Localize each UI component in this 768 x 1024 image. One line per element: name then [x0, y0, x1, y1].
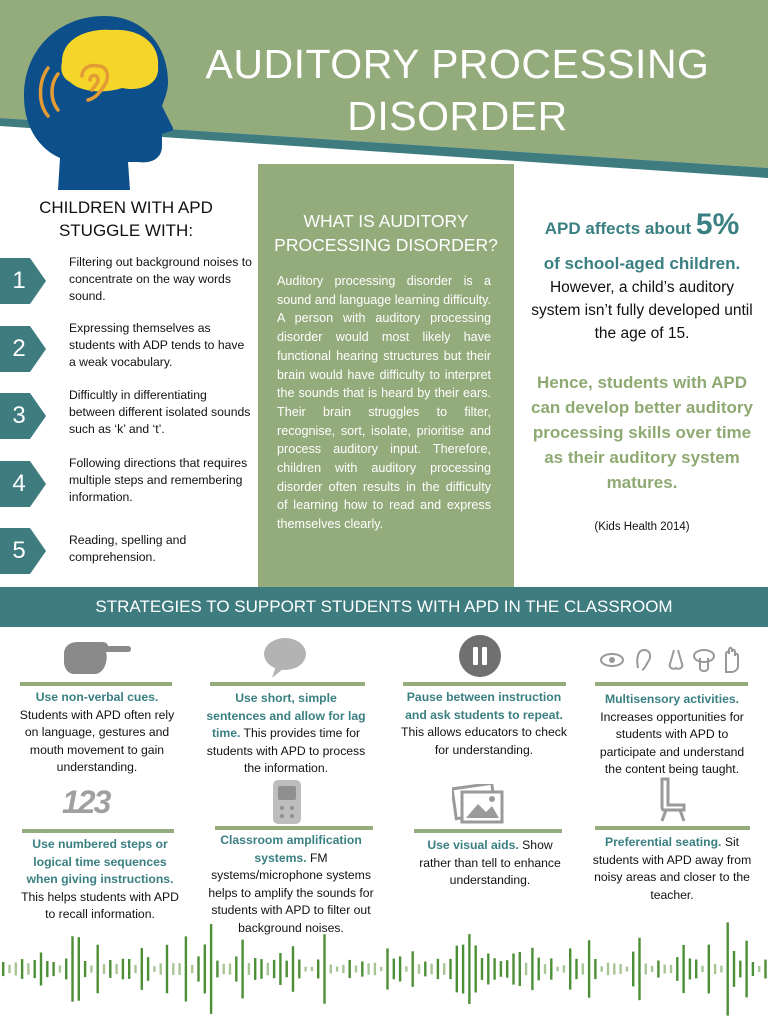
pictures-icon — [452, 784, 506, 824]
wave-bar — [727, 922, 729, 1015]
statistic-body: However, a child’s auditory system isn’t fully developed until the age of 15. — [531, 279, 753, 342]
wave-bar — [52, 962, 54, 976]
wave-bar — [267, 963, 269, 975]
senses-icon — [598, 646, 748, 674]
struggles-heading: CHILDREN WITH APD STUGGLE WITH: — [39, 198, 213, 240]
strategy-numbered-steps: Use numbered steps or logical time sequences when giving instructions. This helps students with APD to recall information. — [21, 837, 179, 921]
wave-bar — [90, 966, 92, 973]
wave-bar — [481, 958, 483, 980]
wave-bar — [84, 961, 86, 977]
speech-bubble-icon — [262, 636, 308, 678]
wave-bar — [197, 956, 199, 981]
strategies-heading: STRATEGIES TO SUPPORT STUDENTS WITH APD IN THE CLASSROOM — [95, 597, 673, 616]
wave-bar — [134, 965, 136, 973]
wave-bar — [506, 960, 508, 978]
strategy-preferential-seating: Preferential seating. Sit students with APD away from noisy areas and closer to the teacher. — [592, 835, 752, 902]
numbers-icon: 123 — [62, 784, 110, 820]
strategy-divider — [210, 682, 365, 686]
wave-bar — [493, 958, 495, 980]
strategy-divider — [414, 829, 562, 833]
strategy-pause-and-repeat: Pause between instruction and ask students to repeat. This allows educators to check for understanding. — [401, 690, 567, 757]
wave-bar — [330, 965, 332, 974]
wave-bar — [437, 959, 439, 979]
wave-bar — [311, 967, 313, 971]
struggle-item-5: Reading, spelling and comprehension. — [69, 533, 187, 564]
wave-bar — [752, 962, 754, 976]
wave-bar — [241, 940, 243, 999]
wave-bar — [632, 952, 634, 987]
wave-bar — [689, 959, 691, 980]
wave-bar — [607, 963, 609, 976]
wave-bar — [550, 958, 552, 979]
wave-bar — [569, 948, 571, 989]
sound-wave-decoration — [0, 895, 768, 1024]
wave-bar — [273, 960, 275, 978]
page-title: AUDITORY PROCESSING DISORDER — [205, 41, 710, 139]
wave-bar — [393, 959, 395, 980]
wave-bar — [78, 937, 80, 1001]
wave-bar — [235, 957, 237, 982]
strategy-divider — [595, 682, 748, 686]
wave-bar — [430, 964, 432, 975]
wave-bar — [638, 938, 640, 1000]
wave-bar — [128, 959, 130, 979]
wave-bar — [456, 946, 458, 993]
wave-bar — [298, 960, 300, 979]
wave-bar — [720, 966, 722, 973]
fm-device-icon — [272, 779, 302, 825]
wave-bar — [141, 948, 143, 990]
wave-bar — [15, 962, 17, 975]
strategy-non-verbal-cues: Use non-verbal cues. Students with APD often rely on language, gestures and mouth movement to gain understanding. — [19, 690, 175, 774]
wave-bar — [386, 948, 388, 989]
wave-bar — [525, 963, 527, 975]
wave-bar — [424, 962, 426, 977]
wave-bar — [286, 961, 288, 978]
wave-bar — [2, 962, 4, 976]
wave-bar — [500, 961, 502, 977]
development-note: Hence, students with APD can develop better auditory processing skills over time as their auditory system matures. — [531, 373, 753, 492]
wave-bar — [418, 964, 420, 974]
wave-bar — [279, 953, 281, 985]
wave-bar — [204, 945, 206, 994]
wave-bar — [122, 959, 124, 980]
wave-bar — [739, 961, 741, 978]
wave-bar — [59, 965, 61, 972]
wave-bar — [405, 966, 407, 971]
wave-bar — [147, 957, 149, 981]
wave-bar — [292, 946, 294, 992]
wave-bar — [97, 945, 99, 994]
strategy-amplification: Classroom amplification systems. FM systems/microphone systems helps to amplify the sounds for students with APD to filter out background noises. — [208, 833, 374, 935]
wave-bar — [475, 945, 477, 992]
wave-bar — [462, 945, 464, 994]
strategy-divider — [595, 826, 750, 830]
wave-bar — [538, 958, 540, 981]
struggle-number-3: 3 — [0, 393, 46, 439]
wave-bar — [361, 961, 363, 976]
child-head-brain-ear-icon — [18, 8, 173, 190]
strategy-divider — [215, 826, 373, 830]
struggle-item-1: Filtering out background noises to concentrate on the way words sound. — [69, 255, 252, 303]
strategy-short-sentences: Use short, simple sentences and allow for lag time. This provides time for students with APD to process the information. — [206, 691, 366, 775]
pause-icon — [458, 634, 502, 678]
strategy-divider — [20, 682, 172, 686]
wave-bar — [556, 967, 558, 972]
wave-bar — [323, 934, 325, 1004]
wave-bar — [651, 966, 653, 972]
wave-bar — [115, 964, 117, 974]
wave-bar — [336, 966, 338, 971]
wave-bar — [512, 954, 514, 985]
wave-bar — [260, 959, 262, 979]
wave-bar — [701, 966, 703, 972]
chair-icon — [654, 777, 688, 823]
wave-bar — [153, 966, 155, 972]
struggle-number-1: 1 — [0, 258, 46, 304]
wave-bar — [443, 963, 445, 975]
wave-bar — [178, 963, 180, 975]
wave-bar — [109, 960, 111, 978]
struggle-number-2: 2 — [0, 326, 46, 372]
wave-bar — [682, 945, 684, 993]
wave-bar — [563, 965, 565, 972]
statistic-headline: APD affects about 5% — [544, 208, 740, 241]
wave-bar — [103, 964, 105, 974]
wave-bar — [619, 964, 621, 974]
wave-bar — [676, 957, 678, 981]
wave-bar — [531, 948, 533, 990]
wave-bar — [367, 963, 369, 974]
wave-bar — [317, 960, 319, 979]
wave-bar — [670, 965, 672, 973]
wave-bar — [449, 959, 451, 979]
strategy-multisensory: Multisensory activities. Increases opportunities for students with APD to participate and understand the content being taught. — [599, 692, 745, 776]
wave-bar — [519, 952, 521, 986]
wave-bar — [216, 961, 218, 978]
wave-bar — [355, 966, 357, 973]
wave-bar — [487, 954, 489, 985]
wave-bar — [374, 963, 376, 976]
wave-bar — [626, 967, 628, 972]
wave-bar — [733, 951, 735, 987]
strategy-divider — [403, 682, 566, 686]
wave-bar — [254, 958, 256, 980]
definition-heading: WHAT IS AUDITORY PROCESSING DISORDER? — [274, 211, 498, 255]
wave-bar — [172, 963, 174, 975]
wave-bar — [40, 953, 42, 986]
wave-bar — [664, 965, 666, 974]
wave-bar — [594, 959, 596, 979]
wave-bar — [544, 964, 546, 974]
wave-bar — [166, 945, 168, 994]
wave-bar — [71, 936, 73, 1002]
wave-bar — [708, 945, 710, 994]
wave-bar — [185, 936, 187, 1001]
statistic-subline: of school-aged children. — [543, 254, 741, 273]
wave-bar — [342, 965, 344, 973]
wave-bar — [160, 963, 162, 974]
wave-bar — [745, 941, 747, 998]
wave-bar — [468, 934, 470, 1004]
statistic-percent: 5% — [695, 208, 740, 241]
wave-bar — [21, 959, 23, 979]
struggle-item-4: Following directions that requires multiple steps and remembering information. — [69, 456, 248, 504]
wave-bar — [764, 960, 766, 979]
wave-bar — [412, 951, 414, 987]
wave-bar — [191, 965, 193, 973]
wave-bar — [210, 924, 212, 1014]
struggle-number-4: 4 — [0, 461, 46, 507]
wave-bar — [248, 963, 250, 975]
wave-bar — [601, 966, 603, 972]
wave-bar — [582, 963, 584, 974]
wave-bar — [714, 964, 716, 974]
wave-bar — [34, 960, 36, 978]
wave-bar — [223, 964, 225, 974]
definition-body: Auditory processing disorder is a sound and language learning difficulty. A person with auditory processing disorder would most likely have functional hearing structures but their brain would have difficulty to interpret the sounds that is heard by their ears. Their brain struggles to filter, recognise, sort, isolate, prioritise and process auditory input. Therefore, children with auditory processing disorder often results in the difficulty of learning how to read and express themselves clearly. — [277, 274, 491, 532]
wave-bar — [657, 961, 659, 978]
wave-bar — [575, 959, 577, 979]
wave-bar — [349, 960, 351, 978]
wave-bar — [588, 940, 590, 998]
wave-bar — [8, 965, 10, 973]
wave-bar — [399, 956, 401, 981]
wave-bar — [46, 961, 48, 977]
wave-bar — [758, 966, 760, 972]
wave-bar — [645, 964, 647, 975]
wave-bar — [695, 960, 697, 979]
strategy-visual-aids: Use visual aids. Show rather than tell to enhance understanding. — [419, 838, 561, 887]
wave-bar — [27, 963, 29, 974]
struggle-item-3: Difficultly in differentiating between different isolated sounds such as ‘k’ and ‘t’. — [69, 388, 251, 436]
wave-bar — [304, 967, 306, 972]
strategy-divider — [22, 829, 174, 833]
pointing-hand-icon — [62, 638, 132, 678]
wave-bar — [229, 964, 231, 975]
wave-bar — [380, 967, 382, 971]
wave-bar — [613, 963, 615, 974]
struggle-item-2: Expressing themselves as students with ADP tends to have a weak vocabulary. — [69, 321, 245, 369]
wave-bar — [65, 959, 67, 980]
citation: (Kids Health 2014) — [594, 521, 690, 533]
struggle-number-5: 5 — [0, 528, 46, 574]
